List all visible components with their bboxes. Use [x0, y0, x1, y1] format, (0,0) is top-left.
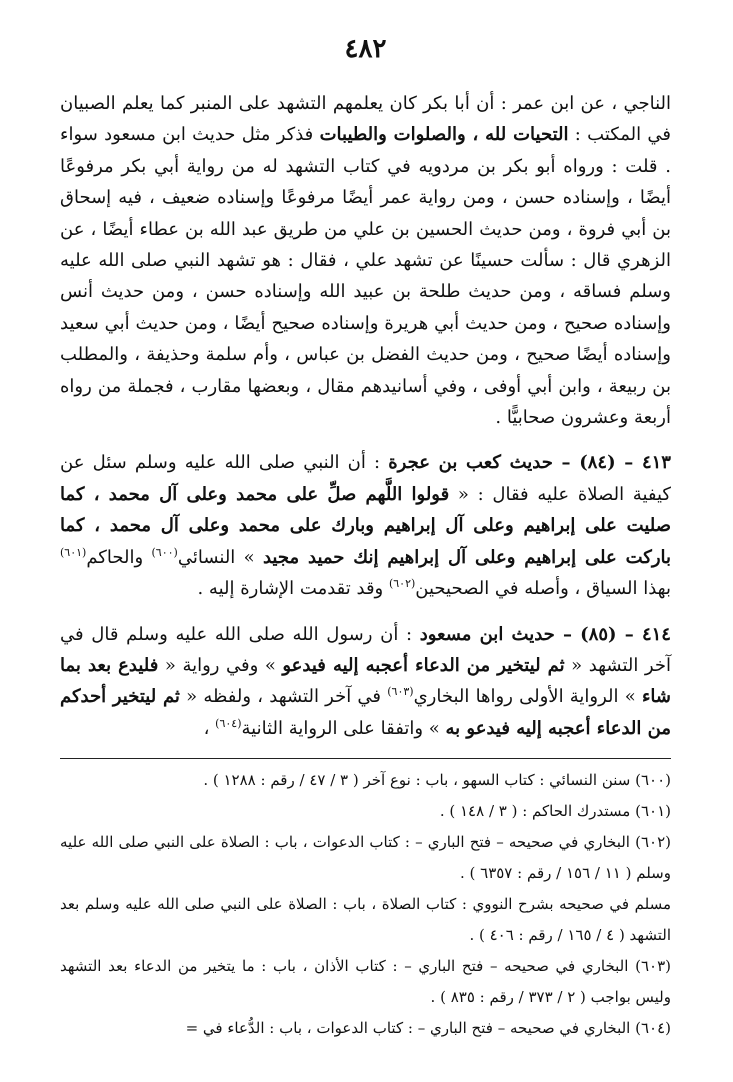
footnote-ref[interactable]: (٦٠٣)	[387, 685, 414, 699]
footnote-divider	[60, 758, 671, 759]
text-run: والحاكم	[86, 546, 152, 568]
footnote-ref[interactable]: (٦٠٠)	[151, 545, 178, 559]
bold-quote: قولوا اللَّهم صلِّ على محمد وعلى آل محمد ، كما صليت على إبراهيم وعلى آل إبراهيم وبارك على محمد وعلى آل محمد ، كما باركت على إبراهيم وعلى آل إبراهيم إنك حميد مجيد	[60, 483, 672, 568]
text-run: » واتفقا على الرواية الثانية	[241, 717, 446, 739]
main-text	[60, 88, 671, 744]
bold-quote: ثم ليتخير من الدعاء أعجبه إليه فيدعو	[282, 654, 565, 676]
text-run: فذكر مثل حديث ابن مسعود سواء . قلت : ورواه أبو بكر بن مردويه في كتاب التشهد له من رواية أبي بكر مرفوعًا أيضًا ، وإسناده حسن ، ومن رواية عمر أيضًا مرفوعًا وإسناده ضعيف ، فيه إسحاق بن أبي فروة ، ومن حديث الحسين بن علي من طريق عبد الله بن عطاء أيضًا ، عن الزهري قال : سألت حسينًا عن تشهد علي ، فقال : هو تشهد النبي صلى الله عليه وسلم فساقه ، ومن حديث طلحة بن عبيد الله وإسناده حسن ، ومن حديث أنس وإسناده صحيح ، ومن حديث أبي هريرة وإسناده صحيح أيضًا ، ومن حديث أبي سعيد وإسناده أيضًا صحيح ، ومن حديث الفضل بن عباس ، وأم سلمة وحذيفة ، والمطلب بن ربيعة ، وابن أبي أوفى ، وفي أسانيدهم مقال ، وبعضها مقارب ، فجملة من رواه أربعة وعشرون صحابيًّا .	[60, 124, 671, 429]
text-run: » النسائي	[177, 546, 263, 568]
text-run: بهذا السياق ، وأصله في الصحيحين	[415, 578, 671, 600]
footnote-604: (٦٠٤) البخاري في صحيحه – فتح الباري – : كتاب الدعوات ، باب : الدُّعاء في =	[185, 1019, 671, 1038]
text-run: » الرواية الأولى رواها البخاري	[413, 686, 642, 708]
bold-quote: التحيات لله ، والصلوات والطيبات	[319, 124, 569, 146]
footnote-600: (٦٠٠) سنن النسائي : كتاب السهو ، باب : نوع آخر ( ٣ / ٤٧ / رقم : ١٢٨٨ ) .	[203, 771, 671, 790]
footnote-603: (٦٠٣) البخاري في صحيحه – فتح الباري – : كتاب الأذان ، باب : ما يتخير من الدعاء بعد التشهد وليس بواجب ( ٢ / ٣٧٣ / رقم : ٨٣٥ ) .	[60, 957, 671, 1007]
paragraph-hadith-414	[60, 619, 671, 745]
footnote-ref[interactable]: (٦٠٢)	[388, 577, 416, 591]
hadith-heading: ٤١٤ – (٨٥) – حديث ابن مسعود	[419, 623, 671, 645]
text-run: في آخر التشهد ، ولفظه «	[179, 686, 388, 708]
text-run: ،	[203, 717, 216, 739]
paragraph-hadith-413	[60, 447, 671, 604]
text-run: وقد تقدمت الإشارة إليه .	[197, 578, 389, 600]
paragraph-tashahhud-narrations	[60, 88, 671, 433]
text-run: : أن رسول الله صلى الله عليه وسلم قال في آخر التشهد «	[60, 623, 671, 676]
footnote-602-muslim: مسلم في صحيحه بشرح النووي : كتاب الصلاة ، باب : الصلاة على النبي صلى الله عليه وسلم بعد التشهد ( ٤ / ١٦٥ / رقم : ٤٠٦ ) .	[60, 895, 671, 945]
text-run: : أن النبي صلى الله عليه وسلم سئل عن كيفية الصلاة عليه فقال : «	[60, 452, 671, 505]
footnote-602: (٦٠٢) البخاري في صحيحه – فتح الباري – : كتاب الدعوات ، باب : الصلاة على النبي صلى الله عليه وسلم ( ١١ / ١٥٦ / رقم : ٦٣٥٧ ) .	[60, 833, 671, 883]
page-number: ٤٨٢	[344, 34, 387, 64]
footnote-ref[interactable]: (٦٠١)	[60, 545, 87, 559]
hadith-heading: ٤١٣ – (٨٤) – حديث كعب بن عجرة	[388, 452, 671, 474]
footnotes	[60, 765, 671, 1044]
footnote-601: (٦٠١) مستدرك الحاكم : ( ٣ / ١٤٨ ) .	[439, 802, 671, 821]
text-run: الناجي ، عن ابن عمر : أن أبا بكر كان يعلمهم التشهد على المنبر كما يعلم الصبيان في المكتب :	[60, 93, 671, 146]
bold-quote: فليدع بعد بما شاء	[60, 654, 671, 708]
footnote-ref[interactable]: (٦٠٤)	[215, 716, 242, 730]
bold-quote: ثم ليتخير أحدكم من الدعاء أعجبه إليه فيدعو به	[60, 686, 671, 739]
text-run: » وفي رواية «	[158, 654, 283, 676]
